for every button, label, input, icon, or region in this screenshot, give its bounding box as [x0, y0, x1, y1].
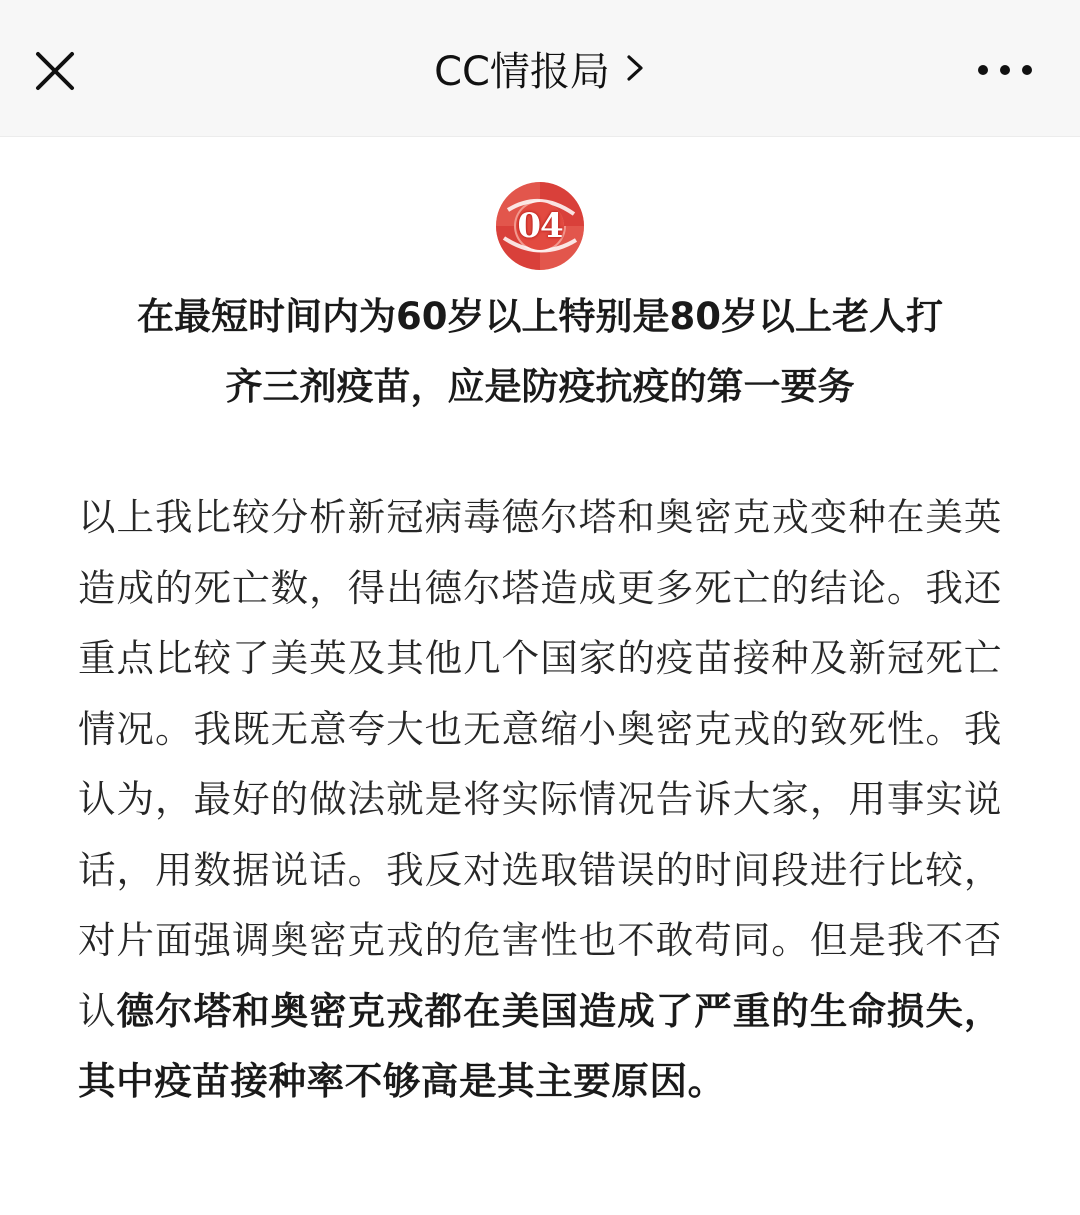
paragraph-bold-text: 德尔塔和奥密克戎都在美国造成了严重的生命损失，其中疫苗接种率不够高是其主要原因。 [78, 988, 1002, 1103]
close-icon [30, 46, 80, 96]
section-number-badge [494, 180, 586, 272]
top-navigation-bar [0, 0, 1080, 137]
more-dot [1000, 65, 1010, 75]
chevron-right-icon [624, 53, 646, 83]
account-link[interactable] [434, 40, 646, 97]
more-options-button[interactable] [978, 56, 1032, 84]
section-number: 04 [517, 206, 563, 246]
more-dot [1022, 65, 1032, 75]
section-title [80, 282, 1000, 422]
account-header [0, 0, 1080, 136]
article-paragraph [78, 482, 1002, 1117]
section-title-line-1: 在最短时间内为60岁以上特别是80岁以上老人打 [137, 295, 943, 338]
paragraph-plain-text: 以上我比较分析新冠病毒德尔塔和奥密克戎变种在美英造成的死亡数，得出德尔塔造成更多死亡的结论。我还重点比较了美英及其他几个国家的疫苗接种及新冠死亡情况。我既无意夸大也无意缩小奥密克戎的致死性。我认为，最好的做法就是将实际情况告诉大家，用事实说话，用数据说话。我反对选取错误的时间段进行比较，对片面强调奥密克戎的危害性也不敢苟同。但是我不否认 [78, 495, 1002, 1033]
section-title-line-2: 齐三剂疫苗，应是防疫抗疫的第一要务 [225, 365, 855, 408]
more-dot [978, 65, 988, 75]
close-button[interactable] [30, 46, 80, 96]
account-name: CC情报局 [434, 48, 610, 95]
